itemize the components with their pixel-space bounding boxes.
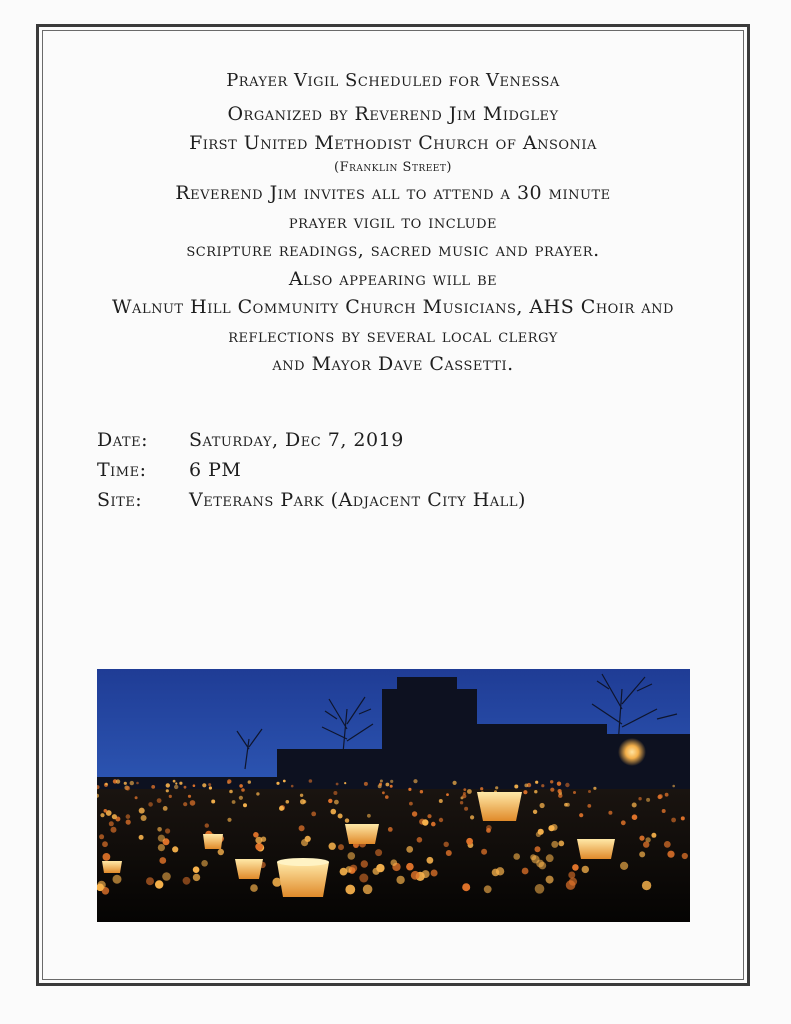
- time-row: [97, 455, 697, 485]
- candle-light: [283, 780, 286, 783]
- candle-light: [558, 789, 562, 793]
- candle-light: [163, 806, 168, 811]
- candle-light: [344, 782, 346, 784]
- candle-light: [241, 788, 245, 792]
- candle-light: [550, 780, 553, 783]
- candle-light: [643, 841, 649, 847]
- date-label: Date:: [97, 429, 148, 451]
- candle-light: [386, 783, 390, 787]
- candle-light: [550, 788, 554, 792]
- candle-light: [141, 815, 147, 821]
- candle-light: [232, 800, 236, 804]
- candle-light: [151, 785, 155, 789]
- candle-light: [179, 782, 182, 785]
- candle-light: [190, 800, 196, 806]
- candle-light: [427, 814, 431, 818]
- candle-light: [639, 836, 644, 841]
- candle-light: [533, 810, 537, 814]
- candle-light: [376, 864, 384, 872]
- candle-light: [105, 783, 108, 786]
- candle-light: [113, 875, 122, 884]
- candle-light: [658, 794, 663, 799]
- candle-light: [169, 795, 172, 798]
- candle-light: [172, 846, 178, 852]
- candle-light: [375, 849, 382, 856]
- candle-light: [183, 802, 187, 806]
- candle-light: [667, 851, 674, 858]
- candle-light: [568, 872, 575, 879]
- candle-light: [390, 785, 393, 788]
- candle-light: [546, 876, 554, 884]
- candle-light: [359, 874, 368, 883]
- candle-light: [165, 828, 170, 833]
- candle-light: [480, 787, 483, 790]
- candle-light: [444, 842, 449, 847]
- candle-light: [166, 789, 169, 792]
- candle-light: [682, 853, 688, 859]
- time-label: Time:: [97, 459, 147, 481]
- candle-light: [484, 885, 492, 893]
- candle-light: [148, 802, 153, 807]
- candle-light: [664, 841, 671, 848]
- candle-light: [408, 788, 411, 791]
- candle-light: [412, 811, 417, 816]
- candle-light: [188, 795, 191, 798]
- site-label: Site:: [97, 489, 143, 511]
- candle-light: [546, 854, 554, 862]
- candle-light: [99, 834, 104, 839]
- candle-light: [551, 841, 558, 848]
- candle-light: [462, 883, 470, 891]
- vigil-line: prayer vigil to include: [288, 210, 498, 233]
- candle-light: [422, 870, 430, 878]
- candle-light: [329, 843, 336, 850]
- flyer-header: [44, 66, 742, 379]
- candle-light: [348, 852, 356, 860]
- candle-light: [345, 818, 349, 822]
- candle-light: [558, 841, 564, 847]
- candle-light: [642, 881, 651, 890]
- musicians-line: Walnut Hill Community Church Musicians, AHS Choir and: [112, 296, 674, 318]
- program-line: scripture readings, sacred music and prayer.: [186, 239, 600, 261]
- candle-light: [126, 820, 131, 825]
- candle-light: [157, 827, 162, 832]
- site-value: Veterans Park (Adjacent City Hall): [189, 489, 526, 511]
- candle-light: [367, 814, 371, 818]
- candle-light: [524, 784, 528, 788]
- candle-light: [350, 865, 357, 872]
- candle-light: [227, 818, 231, 822]
- candlelight-vigil-photo: [97, 669, 690, 922]
- candle-light: [409, 802, 413, 806]
- candle-light: [621, 820, 626, 825]
- candle-light: [646, 798, 650, 802]
- candle-light: [299, 825, 305, 831]
- event-details: [97, 425, 697, 515]
- candle-light: [639, 851, 645, 857]
- candle-light: [300, 794, 303, 797]
- candle-light: [253, 832, 259, 838]
- candle-light: [495, 786, 498, 789]
- candle-light: [116, 779, 120, 783]
- candle-light: [112, 814, 117, 819]
- candle-light: [205, 823, 209, 827]
- candle-light: [566, 880, 576, 890]
- candle-light: [208, 783, 211, 786]
- candle-light: [338, 814, 343, 819]
- candle-light: [638, 797, 641, 800]
- invite-line: Reverend Jim invites all to attend a 30 minute: [175, 182, 611, 204]
- candle-light: [309, 779, 313, 783]
- candle-light: [513, 853, 520, 860]
- candle-light: [565, 783, 569, 787]
- candle-light: [248, 780, 251, 783]
- candle-light: [175, 782, 177, 784]
- candle-light: [139, 808, 145, 814]
- candle-light: [535, 884, 545, 894]
- candle-light: [593, 787, 596, 790]
- mayor-line: and Mayor Dave Cassetti.: [272, 353, 514, 375]
- candle-light: [566, 803, 570, 807]
- site-row: [97, 485, 697, 515]
- candle-light: [681, 816, 685, 820]
- candle-light: [103, 853, 111, 861]
- candle-light: [388, 827, 393, 832]
- candle-light: [411, 871, 420, 880]
- candle-light: [109, 821, 114, 826]
- candle-light: [173, 780, 176, 783]
- candle-light: [338, 844, 344, 850]
- candle-light: [243, 803, 247, 807]
- candle-light: [431, 822, 436, 827]
- candle-light: [159, 857, 166, 864]
- candle-light: [146, 877, 154, 885]
- candle-light: [486, 828, 491, 833]
- candle-light: [651, 833, 656, 838]
- candle-light: [535, 846, 541, 852]
- candle-light: [463, 788, 466, 791]
- candle-light: [460, 801, 463, 804]
- candle-light: [97, 881, 105, 889]
- candle-light: [202, 783, 206, 787]
- candle-light: [541, 784, 544, 787]
- candle-light: [333, 791, 337, 795]
- candle-light: [300, 799, 305, 804]
- lamp-glow: [618, 738, 646, 766]
- candle-light: [548, 825, 554, 831]
- candle-light: [481, 849, 487, 855]
- candle-light: [427, 857, 434, 864]
- candle-light: [587, 804, 591, 808]
- clergy-line: reflections by several local clergy: [228, 324, 558, 347]
- candle-light: [286, 800, 290, 804]
- candle-light: [530, 854, 536, 860]
- candle-light: [218, 849, 224, 855]
- candle-light: [632, 803, 637, 808]
- candle-light: [470, 815, 474, 819]
- candle-light: [446, 793, 449, 796]
- candle-light: [174, 785, 178, 789]
- candle-light: [420, 790, 423, 793]
- candle-light: [250, 884, 258, 892]
- candle-light: [557, 782, 561, 786]
- candle-light: [305, 836, 311, 842]
- time-value: 6 PM: [189, 459, 242, 481]
- candle-light: [573, 791, 576, 794]
- candle-light: [453, 781, 457, 785]
- candle-light: [331, 809, 337, 815]
- candle-light: [413, 779, 417, 783]
- candle-light: [229, 790, 233, 794]
- candle-light: [620, 862, 628, 870]
- candle-light: [385, 795, 389, 799]
- candle-light: [417, 837, 423, 843]
- organizer-line: Organized by Reverend Jim Midgley: [227, 103, 559, 125]
- candle-light: [608, 811, 612, 815]
- candle-light: [467, 789, 472, 794]
- candle-light: [662, 809, 666, 813]
- candle-light: [126, 786, 131, 791]
- candle-light: [523, 790, 527, 794]
- candle-light: [311, 812, 316, 817]
- candle-light: [406, 863, 414, 871]
- candle-light: [336, 783, 339, 786]
- candle-light: [572, 864, 579, 871]
- candle-light: [211, 800, 215, 804]
- candle-light: [446, 850, 452, 856]
- date-value: Saturday, Dec 7, 2019: [189, 429, 404, 451]
- candle-light: [255, 843, 263, 851]
- candle-light: [514, 785, 518, 789]
- candle-light: [534, 790, 537, 793]
- candle-light: [209, 786, 212, 789]
- candle-light: [227, 779, 231, 783]
- candle-light: [111, 827, 117, 833]
- candle-light: [256, 792, 259, 795]
- flyer-title: Prayer Vigil Scheduled for Venessa: [226, 70, 560, 91]
- candle-light: [463, 792, 466, 795]
- candle-light: [632, 814, 638, 820]
- candle-light: [345, 885, 355, 895]
- candle-light: [466, 838, 473, 845]
- candle-light: [361, 860, 368, 867]
- candle-light: [201, 860, 208, 867]
- candle-light: [239, 796, 243, 800]
- candle-light: [104, 809, 108, 813]
- appearing-line: Also appearing will be: [288, 267, 498, 290]
- candle-light: [538, 829, 544, 835]
- candle-light: [665, 793, 669, 797]
- candle-light: [239, 784, 243, 788]
- candle-light: [193, 874, 200, 881]
- candle-light: [540, 803, 545, 808]
- candle-light: [158, 835, 165, 842]
- candle-light: [422, 819, 428, 825]
- candle-light: [334, 800, 339, 805]
- candle-light: [183, 877, 191, 885]
- candle-light: [535, 781, 538, 784]
- candle-light: [102, 841, 108, 847]
- candle-light: [162, 872, 171, 881]
- candle-light: [406, 846, 413, 853]
- candle-light: [157, 798, 162, 803]
- candle-light: [166, 783, 170, 787]
- candle-light: [193, 866, 200, 873]
- candle-light: [391, 859, 398, 866]
- candle-light: [136, 782, 139, 785]
- candle-light: [328, 799, 332, 803]
- candle-light: [193, 784, 196, 787]
- candle-light: [378, 784, 382, 788]
- candle-light: [364, 782, 368, 786]
- candle-light: [439, 818, 443, 822]
- candle-light: [579, 813, 583, 817]
- candle-light: [130, 781, 134, 785]
- candle-light: [439, 799, 443, 803]
- candle-light: [139, 835, 144, 840]
- candle-light: [522, 868, 529, 875]
- candle-light: [396, 876, 404, 884]
- date-row: [97, 425, 697, 455]
- candle-light: [276, 782, 279, 785]
- candle-light: [363, 885, 373, 895]
- candle-light: [291, 785, 294, 788]
- candle-light: [382, 791, 385, 794]
- candle-light: [671, 818, 676, 823]
- candle-light: [464, 807, 468, 811]
- candle-light: [588, 790, 591, 793]
- candle-light: [582, 866, 589, 873]
- candle-light: [126, 814, 131, 819]
- candle-light: [279, 806, 284, 811]
- candle-light: [135, 796, 138, 799]
- candle-light: [496, 867, 504, 875]
- candle-light: [255, 837, 262, 844]
- candle-light: [158, 844, 165, 851]
- church-line: First United Methodist Church of Ansonia: [189, 131, 597, 154]
- candle-light: [100, 813, 104, 817]
- candle-light: [155, 880, 163, 888]
- candle-light: [184, 786, 187, 789]
- candle-light: [672, 785, 675, 788]
- candle-light: [380, 780, 383, 783]
- candle-light: [390, 780, 393, 783]
- candle-light: [124, 782, 127, 785]
- candle-light: [431, 870, 438, 877]
- street-line: (Franklin Street): [334, 160, 452, 175]
